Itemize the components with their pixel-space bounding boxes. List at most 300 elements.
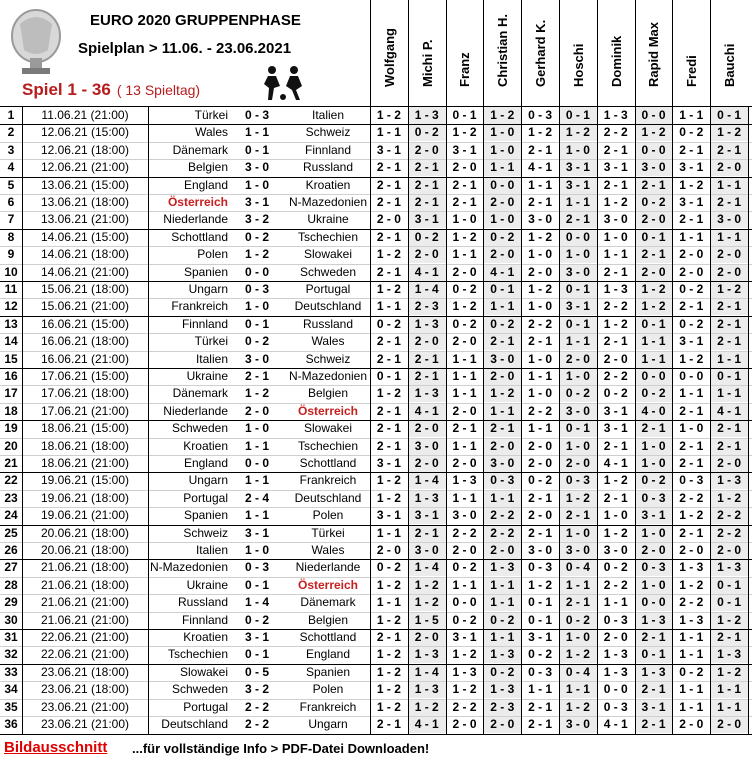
player-tip: 1 - 3 (603, 664, 628, 679)
player-tip: 1 - 4 (408, 281, 446, 298)
match-result: 2 - 2 (244, 717, 269, 731)
player-tip: 2 - 0 (483, 438, 521, 455)
player-tip: 1 - 2 (528, 125, 553, 140)
away-team: Ukraine (307, 212, 349, 227)
player-tip: 0 - 1 (559, 420, 597, 437)
away-team: Kroatien (305, 177, 351, 192)
player-tip: 1 - 1 (376, 595, 401, 610)
match-date: 11.06.21 (21:00) (41, 108, 129, 122)
player-tip: 2 - 1 (408, 177, 446, 194)
away-team: Frankreich (299, 699, 357, 714)
home-team: Niederlande (163, 212, 228, 227)
player-tip: 2 - 0 (528, 264, 553, 279)
player-tip: 0 - 0 (635, 594, 673, 611)
home-team: N-Mazedonien (149, 560, 228, 575)
player-name: Gerhard K. (533, 19, 549, 87)
match-number: 28 (4, 577, 18, 592)
player-tip: 1 - 1 (452, 369, 477, 383)
match-result: 0 - 1 (244, 647, 269, 662)
row-separator (0, 298, 752, 299)
player-tip: 1 - 2 (376, 282, 401, 296)
player-tip: 1 - 2 (376, 682, 401, 697)
match-date: 17.06.21 (21:00) (40, 403, 130, 418)
player-tip: 1 - 3 (710, 472, 748, 489)
match-row (0, 716, 752, 733)
player-tip: 2 - 1 (376, 195, 401, 209)
player-tip: 1 - 2 (635, 124, 673, 141)
player-tip: 1 - 2 (376, 108, 401, 122)
match-date: 12.06.21 (18:00) (40, 142, 130, 157)
match-row (0, 646, 752, 663)
away-team: Spanien (305, 664, 351, 679)
player-tip: 1 - 1 (528, 682, 553, 697)
player-tip: 0 - 1 (483, 281, 521, 298)
match-date: 12.06.21 (21:00) (40, 160, 130, 175)
player-tip: 2 - 1 (603, 438, 628, 453)
match-result: 0 - 1 (244, 142, 269, 157)
row-separator (0, 368, 752, 369)
player-tip: 2 - 1 (376, 630, 401, 644)
match-row (0, 472, 752, 489)
player-tip: 0 - 2 (376, 560, 401, 575)
player-tip: 0 - 1 (376, 369, 401, 383)
away-team: Wales (311, 334, 345, 349)
row-separator (0, 559, 752, 560)
player-tip: 0 - 1 (452, 108, 477, 122)
player-tip: 2 - 1 (603, 334, 628, 349)
player-tip: 1 - 3 (483, 559, 521, 576)
player-tip: 2 - 1 (559, 594, 597, 611)
home-team: Deutschland (161, 717, 228, 731)
player-tip: 3 - 1 (679, 195, 704, 209)
player-tip: 1 - 1 (483, 403, 521, 420)
player-tip: 1 - 1 (710, 177, 748, 194)
player-tip: 2 - 1 (483, 420, 521, 437)
player-tip: 2 - 0 (679, 264, 704, 279)
player-name: Michi P. (419, 39, 435, 87)
match-result: 3 - 1 (244, 195, 269, 209)
player-tip: 2 - 1 (710, 194, 748, 211)
player-tip: 1 - 1 (710, 229, 748, 246)
player-tip: 0 - 3 (528, 108, 553, 122)
player-tip: 1 - 1 (528, 177, 553, 192)
player-tip: 3 - 0 (559, 403, 597, 420)
away-team: Slowakei (303, 421, 353, 436)
player-tip: 0 - 1 (710, 594, 748, 611)
match-row (0, 594, 752, 611)
match-number: 9 (7, 247, 15, 262)
match-number: 20 (4, 438, 18, 453)
player-tip: 1 - 0 (528, 247, 553, 262)
player-tip: 1 - 3 (452, 473, 477, 488)
match-date: 15.06.21 (21:00) (40, 299, 130, 314)
header-games-range: Spiel 1 - 36 (22, 80, 111, 99)
player-tip: 1 - 2 (710, 281, 748, 298)
player-tip: 1 - 1 (483, 629, 521, 646)
match-row (0, 333, 752, 350)
player-tip: 4 - 0 (635, 403, 673, 420)
player-tip: 3 - 0 (603, 543, 628, 557)
player-tip: 1 - 1 (483, 159, 521, 176)
row-separator (0, 438, 752, 439)
row-separator (0, 177, 752, 178)
row-separator (0, 612, 752, 613)
player-tip: 1 - 1 (710, 385, 748, 402)
match-number: 33 (4, 664, 18, 679)
player-tip: 0 - 3 (528, 664, 553, 679)
column-separator (635, 106, 636, 734)
row-separator (0, 281, 752, 282)
player-tip: 2 - 1 (376, 160, 401, 175)
match-result: 0 - 2 (244, 612, 269, 627)
player-tip: 0 - 0 (483, 177, 521, 194)
match-row (0, 699, 752, 716)
column-separator (148, 106, 149, 734)
home-team: Ungarn (188, 282, 228, 296)
match-number: 36 (4, 717, 18, 731)
match-row (0, 229, 752, 246)
player-tip: 3 - 1 (408, 507, 446, 524)
player-tip: 2 - 1 (679, 525, 704, 540)
player-tip: 3 - 0 (452, 508, 477, 523)
player-tip: 2 - 0 (483, 194, 521, 211)
match-date: 16.06.21 (15:00) (40, 316, 130, 331)
player-tip: 0 - 2 (635, 472, 673, 489)
column-separator (748, 106, 749, 734)
player-tip: 1 - 2 (452, 299, 477, 314)
player-tip: 2 - 0 (483, 542, 521, 559)
home-team: Österreich (167, 195, 228, 209)
match-number: 4 (7, 160, 15, 175)
player-tip: 2 - 1 (528, 490, 553, 505)
home-team: England (183, 177, 228, 192)
away-team: Polen (312, 682, 344, 697)
player-tip: 3 - 0 (528, 543, 553, 557)
player-tip: 2 - 2 (710, 507, 748, 524)
home-team: Schweiz (183, 525, 228, 540)
player-tip: 1 - 2 (408, 699, 446, 716)
player-tip: 1 - 0 (528, 386, 553, 401)
match-number: 15 (4, 351, 18, 366)
home-team: Belgien (187, 160, 228, 175)
player-tip: 0 - 2 (408, 124, 446, 141)
match-number: 2 (7, 125, 15, 140)
player-tip: 0 - 1 (635, 316, 673, 333)
match-number: 12 (4, 299, 18, 314)
match-result: 1 - 0 (244, 299, 269, 314)
match-date: 19.06.21 (21:00) (40, 508, 130, 523)
player-tip: 1 - 2 (376, 386, 401, 401)
player-tip: 1 - 1 (710, 351, 748, 368)
home-team: Spanien (183, 264, 228, 279)
player-tip: 1 - 2 (528, 229, 553, 244)
player-tip: 1 - 3 (408, 316, 446, 333)
row-separator (0, 159, 752, 160)
player-tip: 0 - 2 (559, 612, 597, 629)
home-team: Ungarn (188, 473, 228, 488)
player-tip: 1 - 2 (483, 385, 521, 402)
player-tip: 2 - 2 (679, 595, 704, 610)
player-tip: 3 - 1 (559, 177, 597, 194)
player-header (559, 0, 598, 106)
home-team: Italien (195, 351, 228, 366)
match-date: 18.06.21 (15:00) (40, 421, 130, 436)
player-tip: 3 - 0 (559, 264, 597, 281)
player-tip: 2 - 1 (376, 403, 401, 418)
match-row (0, 159, 752, 176)
player-tip: 1 - 1 (483, 490, 521, 507)
match-date: 18.06.21 (18:00) (40, 438, 130, 453)
player-tip: 2 - 1 (528, 717, 553, 731)
player-tip: 3 - 0 (635, 159, 673, 176)
row-separator (0, 542, 752, 543)
player-tip: 1 - 3 (635, 612, 673, 629)
player-tip: 2 - 1 (679, 142, 704, 157)
match-result: 1 - 1 (244, 508, 269, 523)
player-tip: 3 - 1 (603, 160, 628, 175)
player-tip: 1 - 3 (603, 282, 628, 296)
player-tip: 3 - 1 (559, 298, 597, 315)
match-result: 3 - 2 (244, 212, 269, 227)
match-date: 20.06.21 (18:00) (40, 543, 130, 557)
player-tip: 2 - 0 (408, 142, 446, 159)
player-tip: 1 - 0 (603, 229, 628, 244)
player-tip: 1 - 2 (452, 125, 477, 140)
player-tip: 2 - 1 (710, 298, 748, 315)
player-tip: 3 - 1 (679, 160, 704, 175)
download-link[interactable]: Bildausschnitt (4, 739, 108, 756)
away-team: Slowakei (303, 247, 353, 262)
player-tip: 1 - 2 (376, 490, 401, 505)
player-tip: 1 - 1 (679, 647, 704, 662)
player-name: Rapid Max (646, 21, 662, 87)
player-tip: 1 - 3 (679, 612, 704, 627)
player-tip: 1 - 3 (408, 646, 446, 663)
match-row (0, 577, 752, 594)
player-tip: 2 - 0 (710, 246, 748, 263)
player-name: Hoschi (570, 43, 586, 87)
player-tip: 0 - 0 (603, 682, 628, 697)
match-date: 23.06.21 (18:00) (40, 682, 130, 697)
player-tip: 2 - 1 (452, 421, 477, 436)
player-tip: 1 - 2 (710, 612, 748, 629)
match-date: 20.06.21 (18:00) (40, 525, 130, 540)
row-separator (0, 490, 752, 491)
player-tip: 2 - 1 (710, 438, 748, 455)
column-separator (710, 106, 711, 734)
player-tip: 2 - 1 (603, 142, 628, 157)
match-number: 10 (4, 264, 18, 279)
player-tip: 1 - 3 (483, 681, 521, 698)
match-number: 30 (4, 612, 18, 627)
match-date: 15.06.21 (18:00) (40, 282, 130, 296)
player-tip: 2 - 1 (603, 177, 628, 192)
row-separator (0, 629, 752, 630)
player-tip: 3 - 1 (408, 211, 446, 228)
player-tip: 2 - 1 (635, 681, 673, 698)
row-separator (0, 577, 752, 578)
match-row (0, 264, 752, 281)
away-team: Polen (312, 508, 344, 523)
player-tip: 2 - 0 (452, 403, 477, 418)
player-tip: 2 - 1 (528, 195, 553, 209)
away-team: Österreich (297, 577, 359, 592)
home-team: Portugal (183, 699, 228, 714)
match-number: 21 (4, 456, 18, 470)
player-tip: 0 - 0 (679, 369, 704, 383)
player-tip: 1 - 0 (559, 142, 597, 159)
player-tip: 3 - 1 (679, 334, 704, 349)
player-tip: 4 - 1 (528, 160, 553, 175)
player-tip: 3 - 1 (376, 508, 401, 523)
player-tip: 0 - 0 (452, 595, 477, 610)
player-tip: 2 - 2 (603, 299, 628, 314)
player-tip: 3 - 1 (528, 630, 553, 644)
player-tip: 1 - 1 (635, 333, 673, 350)
match-result: 0 - 0 (244, 456, 269, 470)
player-tip: 0 - 1 (710, 368, 748, 385)
away-team: Dänemark (300, 595, 356, 610)
match-result: 0 - 1 (244, 316, 269, 331)
player-tip: 1 - 2 (559, 124, 597, 141)
player-tip: 0 - 1 (559, 281, 597, 298)
player-tip: 1 - 3 (635, 664, 673, 681)
player-tip: 1 - 3 (679, 560, 704, 575)
player-tip: 0 - 3 (603, 612, 628, 627)
match-result: 0 - 3 (244, 282, 269, 296)
player-tip: 1 - 2 (559, 699, 597, 716)
player-tip: 2 - 2 (528, 316, 553, 331)
player-tip: 2 - 0 (710, 716, 748, 733)
player-tip: 2 - 0 (376, 212, 401, 227)
player-tip: 2 - 0 (408, 333, 446, 350)
player-tip: 2 - 1 (376, 421, 401, 436)
row-separator (0, 351, 752, 352)
home-team: Wales (195, 125, 228, 140)
match-result: 1 - 1 (244, 473, 269, 488)
player-tip: 1 - 1 (376, 125, 401, 140)
player-tip: 1 - 0 (635, 577, 673, 594)
player-header (635, 0, 674, 106)
match-date: 22.06.21 (21:00) (40, 630, 130, 644)
match-number: 11 (4, 282, 18, 296)
player-tip: 2 - 1 (710, 629, 748, 646)
home-team: Frankreich (171, 299, 228, 314)
match-date: 14.06.21 (18:00) (40, 247, 130, 262)
player-name: Bauchi (722, 43, 738, 87)
player-tip: 1 - 0 (635, 525, 673, 542)
player-tip: 3 - 0 (528, 212, 553, 227)
player-header (370, 0, 409, 106)
player-tip: 2 - 1 (710, 316, 748, 333)
home-team: Polen (197, 247, 228, 262)
player-tip: 0 - 2 (452, 560, 477, 575)
trophy-icon (6, 6, 66, 78)
match-row (0, 420, 752, 437)
player-tip: 0 - 4 (559, 559, 597, 576)
player-tip: 1 - 2 (603, 316, 628, 331)
away-team: Österreich (297, 403, 359, 418)
column-separator (483, 106, 484, 734)
row-separator (0, 699, 752, 700)
player-tip: 3 - 0 (559, 716, 597, 733)
player-tip: 1 - 2 (528, 282, 553, 296)
match-result: 1 - 0 (244, 177, 269, 192)
player-tip: 0 - 1 (635, 646, 673, 663)
player-tip: 2 - 0 (679, 543, 704, 557)
player-tip: 0 - 2 (559, 385, 597, 402)
player-tip: 0 - 2 (483, 612, 521, 629)
player-tip: 2 - 0 (635, 211, 673, 228)
player-tip: 1 - 0 (603, 508, 628, 523)
home-team: Portugal (183, 490, 228, 505)
player-tip: 1 - 2 (603, 473, 628, 488)
player-tip: 1 - 2 (710, 664, 748, 681)
header-period: Spielplan > 11.06. - 23.06.2021 (78, 40, 292, 57)
player-tip: 3 - 1 (376, 142, 401, 157)
player-tip: 0 - 2 (483, 664, 521, 681)
match-row (0, 438, 752, 455)
player-tip: 0 - 2 (679, 316, 704, 331)
player-tip: 1 - 2 (528, 577, 553, 592)
away-team: Schottland (299, 630, 357, 644)
match-date: 21.06.21 (18:00) (40, 577, 130, 592)
match-result: 3 - 1 (244, 525, 269, 540)
player-tip: 2 - 1 (559, 211, 597, 228)
player-tip: 2 - 1 (635, 716, 673, 733)
match-number: 23 (4, 490, 18, 505)
player-tip: 2 - 0 (679, 717, 704, 731)
player-tip: 2 - 1 (376, 229, 401, 244)
player-tip: 2 - 1 (452, 177, 477, 192)
match-date: 21.06.21 (21:00) (40, 612, 130, 627)
header-games (22, 80, 200, 100)
match-row (0, 177, 752, 194)
player-tip: 2 - 1 (408, 368, 446, 385)
player-tip: 1 - 2 (603, 195, 628, 209)
player-tip: 1 - 3 (408, 385, 446, 402)
match-date: 16.06.21 (18:00) (40, 334, 130, 349)
player-tip: 1 - 0 (559, 525, 597, 542)
match-row (0, 525, 752, 542)
player-tip: 1 - 1 (559, 577, 597, 594)
player-tip: 0 - 3 (559, 472, 597, 489)
player-tip: 3 - 0 (483, 351, 521, 368)
row-separator (0, 246, 752, 247)
row-separator (0, 385, 752, 386)
player-tip: 0 - 2 (452, 282, 477, 296)
match-row (0, 455, 752, 472)
player-tip: 0 - 2 (483, 229, 521, 246)
match-date: 17.06.21 (15:00) (40, 369, 130, 383)
player-tip: 1 - 3 (452, 664, 477, 679)
away-team: Russland (302, 160, 354, 175)
row-separator (0, 211, 752, 212)
row-separator (0, 646, 752, 647)
player-tip: 1 - 2 (679, 577, 704, 592)
player-tip: 1 - 1 (528, 421, 553, 436)
player-tip: 1 - 3 (408, 681, 446, 698)
player-header (672, 0, 711, 106)
player-tip: 0 - 1 (528, 612, 553, 627)
match-row (0, 142, 752, 159)
player-tip: 0 - 4 (559, 664, 597, 681)
home-team: Türkei (194, 108, 228, 122)
player-tip: 0 - 3 (635, 490, 673, 507)
player-tip: 2 - 2 (603, 125, 628, 140)
player-tip: 1 - 2 (679, 508, 704, 523)
player-tip: 2 - 2 (528, 403, 553, 418)
